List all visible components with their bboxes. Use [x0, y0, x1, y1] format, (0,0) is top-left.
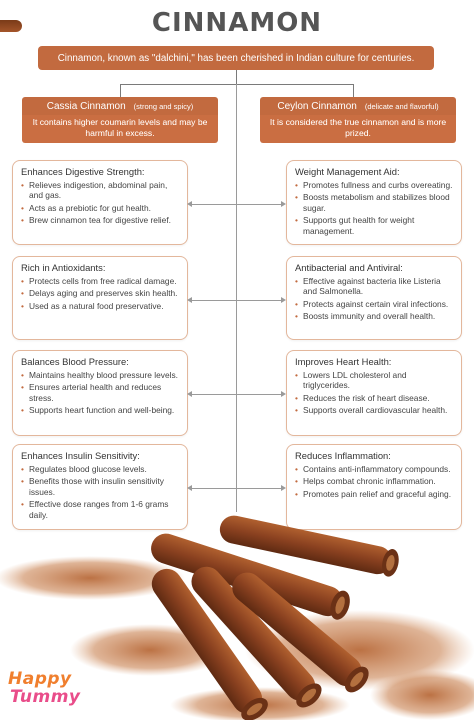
logo-line-1: Happy	[8, 669, 72, 689]
intro-connector	[236, 70, 237, 84]
arrow-right-1	[237, 204, 282, 205]
type-note: (delicate and flavorful)	[364, 101, 439, 111]
arrow-right-2	[237, 300, 282, 301]
logo-line-2: Tummy	[10, 687, 81, 707]
benefit-card-blood-pressure	[12, 350, 188, 436]
benefit-item: • Ensures arterial health and reduces stress.	[21, 382, 181, 403]
type-header	[260, 97, 456, 115]
type-header	[22, 97, 218, 115]
arrow-left-2	[191, 300, 236, 301]
benefit-item: • Helps combat chronic inflammation.	[295, 476, 455, 486]
benefit-title: Improves Heart Health:	[295, 356, 392, 367]
benefit-card-weight	[286, 160, 462, 245]
benefit-item: • Promotes fullness and curbs overeating.	[295, 180, 455, 190]
arrow-right-3	[237, 394, 282, 395]
benefit-item: • Maintains healthy blood pressure levels.	[21, 370, 181, 380]
benefit-item: • Promotes pain relief and graceful aging.	[295, 489, 455, 499]
benefit-card-heart	[286, 350, 462, 436]
benefit-title: Enhances Insulin Sensitivity:	[21, 450, 140, 461]
benefit-title: Weight Management Aid:	[295, 166, 400, 177]
benefit-item: • Supports heart function and well-being.	[21, 405, 181, 415]
benefit-item: • Lowers LDL cholesterol and triglycerides.	[295, 370, 455, 391]
benefit-card-antioxidants	[12, 256, 188, 340]
happy-tummy-logo	[8, 669, 81, 707]
benefit-item: • Delays aging and preserves skin health.	[21, 288, 181, 298]
benefit-item: • Contains anti-inflammatory compounds.	[295, 464, 455, 474]
benefit-item: • Protects cells from free radical damage.	[21, 276, 181, 286]
ceylon-connector	[353, 84, 354, 97]
benefit-item: • Benefits those with insulin sensitivity issues.	[21, 476, 181, 497]
type-box-ceylon	[260, 97, 456, 143]
type-name: Ceylon Cinnamon	[277, 100, 357, 112]
cassia-connector	[120, 84, 121, 97]
arrow-right-4	[237, 488, 282, 489]
center-spine	[236, 84, 237, 512]
arrow-left-4	[191, 488, 236, 489]
type-description: It contains higher coumarin levels and may be harmful in excess.	[22, 115, 218, 143]
arrow-left-1	[191, 204, 236, 205]
benefit-title: Antibacterial and Antiviral:	[295, 262, 403, 273]
benefit-card-antibacterial	[286, 256, 462, 340]
intro-banner: Cinnamon, known as "dalchini," has been cherished in Indian culture for centuries.	[38, 46, 434, 70]
type-box-cassia	[22, 97, 218, 143]
benefit-item: • Acts as a prebiotic for gut health.	[21, 203, 181, 213]
benefit-item: • Reduces the risk of heart disease.	[295, 393, 455, 403]
benefit-item: • Boosts metabolism and stabilizes blood sugar.	[295, 192, 455, 213]
benefit-item: • Effective against bacteria like Listeria and Salmonella.	[295, 276, 455, 297]
type-description: It is considered the true cinnamon and is more prized.	[260, 115, 456, 143]
benefit-title: Enhances Digestive Strength:	[21, 166, 145, 177]
benefit-item: • Supports gut health for weight management.	[295, 215, 455, 236]
benefit-item: • Effective dose ranges from 1-6 grams daily.	[21, 499, 181, 520]
benefit-item: • Protects against certain viral infections.	[295, 299, 455, 309]
benefit-item: • Boosts immunity and overall health.	[295, 311, 455, 321]
benefit-title: Rich in Antioxidants:	[21, 262, 106, 273]
benefit-item: • Relieves indigestion, abdominal pain, and gas.	[21, 180, 181, 201]
benefit-item: • Regulates blood glucose levels.	[21, 464, 181, 474]
benefit-card-digestive	[12, 160, 188, 245]
benefit-item: • Supports overall cardiovascular health.	[295, 405, 455, 415]
type-name: Cassia Cinnamon	[46, 100, 126, 112]
benefit-title: Reduces Inflammation:	[295, 450, 391, 461]
benefit-item: • Brew cinnamon tea for digestive relief.	[21, 215, 181, 225]
benefit-title: Balances Blood Pressure:	[21, 356, 129, 367]
type-note: (strong and spicy)	[133, 101, 194, 111]
arrow-left-3	[191, 394, 236, 395]
page-title: CINNAMON	[151, 8, 323, 38]
benefit-item: • Used as a natural food preservative.	[21, 301, 181, 311]
